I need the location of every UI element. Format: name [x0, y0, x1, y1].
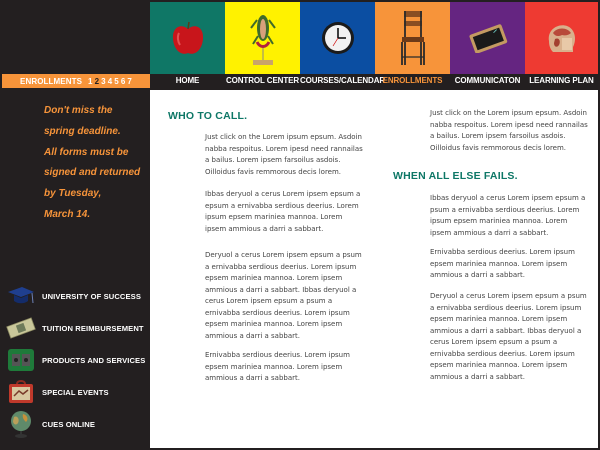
- sidebar-item-special-events[interactable]: [6, 376, 150, 408]
- page-link-6[interactable]: 6: [120, 76, 126, 86]
- nav-control-center[interactable]: CONTROL CENTER: [225, 76, 300, 85]
- promo-line: Don't miss the: [44, 105, 113, 116]
- nav-home[interactable]: HOME: [175, 76, 200, 85]
- sidebar-item-tuition-reimbursement[interactable]: [6, 312, 150, 344]
- promo-line: by Tuesday,: [44, 188, 102, 200]
- page-link-2-current[interactable]: 2: [94, 76, 100, 86]
- deadline-promo: [44, 101, 150, 226]
- apple-icon: [171, 19, 205, 57]
- paragraph: Deryuol a cerus Lorem ipsem epsum a psum a ernivabba serdious deerius. Lorem ipsum epsem mariniea mannoa. Lorem ipsem ammious a darri a sabbart. Ibbas deryuol a cerus Lorem ipsem epsum a psum a ernivabba serdious deerius. Lorem ipsum epsem mariniea mannoa. Lorem ipsem ammious a darri a sabbart.: [430, 292, 587, 381]
- promo-line: signed and returned: [44, 167, 141, 179]
- pager-pages: [88, 77, 132, 86]
- chalkboard-slate-icon: [468, 23, 508, 53]
- paragraph: Ibbas deryuol a cerus Lorem ipsem epsum a psum a ernivabba serdious deerius. Lorem ipsum epsem mariniea mannoa. Lorem ipsem ammious a darri a sabbart.: [430, 194, 586, 237]
- promo-line: spring deadline.: [44, 125, 121, 137]
- paragraph: Deryuol a cerus Lorem ipsem epsum a psum a ernivabba serdious deerius. Lorem ipsum epsem mariniea mannoa. Lorem ipsem ammious a darri a sabbart. Ibbas deryuol a cerus Lorem ipsem epsum a psum a ernivabba serdious deerius. Lorem ipsum epsem mariniea mannoa. Lorem ipsem ammious a darri a sabbart.: [205, 251, 362, 340]
- sidebar-links: [6, 280, 150, 440]
- main-nav: [150, 74, 598, 88]
- globe-icon: [6, 410, 36, 438]
- page-link-1[interactable]: 1: [88, 76, 93, 86]
- brain-model-icon: [545, 21, 579, 55]
- money-icon: [6, 314, 36, 342]
- page-link-3[interactable]: 3: [101, 76, 106, 86]
- page-link-4[interactable]: 4: [107, 76, 113, 86]
- nav-enrollments[interactable]: ENROLLMENTS: [382, 76, 443, 85]
- page-link-7[interactable]: 7: [127, 76, 132, 86]
- main-content: [150, 90, 598, 448]
- sidebar-item-label: CUES ONLINE: [42, 419, 95, 429]
- graduation-cap-icon: [6, 282, 36, 310]
- sidebar-item-label: SPECIAL EVENTS: [42, 387, 109, 397]
- paragraph: Ibbas deryuol a cerus Lorem ipsem epsum a epsum a ernivabba serdious deerius. Lorem ipsum epsem mariniea mannoa. Lorem ipsem ammious a darri a sabbart.: [205, 190, 361, 233]
- sidebar-item-cues-online[interactable]: [6, 408, 150, 440]
- page-link-5[interactable]: 5: [114, 76, 119, 86]
- tile-control-center[interactable]: [225, 2, 300, 74]
- tile-communication[interactable]: [450, 2, 525, 74]
- sidebar-item-university-of-success[interactable]: [6, 280, 150, 312]
- paragraph: Ernivabba serdious deerius. Lorem ipsum epsem mariniea mannoa. Lorem ipsem ammious a darri a sabbart.: [205, 351, 350, 382]
- tile-learning-plan[interactable]: [525, 2, 598, 74]
- heading-who-to-call: WHO TO CALL.: [168, 110, 248, 122]
- lunchbox-icon: [6, 378, 36, 406]
- pencil-sharpener-icon: [6, 346, 36, 374]
- nav-communication[interactable]: COMMUNICATON: [454, 76, 521, 85]
- tile-home[interactable]: [150, 2, 225, 74]
- anatomy-frog-model-icon: [248, 8, 278, 68]
- heading-when-all-else-fails: WHEN ALL ELSE FAILS.: [393, 170, 518, 182]
- pager-label: ENROLLMENTS: [20, 76, 83, 86]
- promo-line: March 14.: [44, 208, 91, 220]
- image-tile-row: [150, 2, 598, 74]
- paragraph: Just click on the Lorem ipsum epsum. Asdoin nabba respoitus. Lorem ipesd need rannailas a bailus. Lorem ipsem farsoilus asdois. Oilloidus favis remmorous decis lorem.: [430, 109, 588, 152]
- tile-enrollments[interactable]: [375, 2, 450, 74]
- enrollments-pager: [2, 74, 150, 88]
- sidebar-item-products-and-services[interactable]: [6, 344, 150, 376]
- nav-learning-plan[interactable]: LEARNING PLAN: [529, 76, 594, 85]
- sidebar-item-label: PRODUCTS AND SERVICES: [42, 355, 146, 365]
- school-chair-icon: [400, 9, 426, 67]
- sidebar-item-label: TUITION REIMBURSEMENT: [42, 323, 144, 333]
- paragraph: Ernivabba serdious deerius. Lorem ipsum epsem mariniea mannoa. Lorem ipsem ammious a darri a sabbart.: [430, 248, 575, 279]
- promo-line: All forms must be: [44, 146, 129, 158]
- tile-courses-calendar[interactable]: [300, 2, 375, 74]
- clock-icon: [321, 21, 355, 55]
- sidebar-item-label: UNIVERSITY OF SUCCESS: [42, 291, 142, 301]
- nav-courses-calendar[interactable]: COURSES/CALENDAR: [300, 76, 386, 85]
- paragraph: Just click on the Lorem ipsum epsum. Asdoin nabba respoitus. Lorem ipesd need rannailas a bailus. Lorem ipsem farsoilus asdois. Oilloidus favis remmorous decis lorem.: [205, 133, 363, 176]
